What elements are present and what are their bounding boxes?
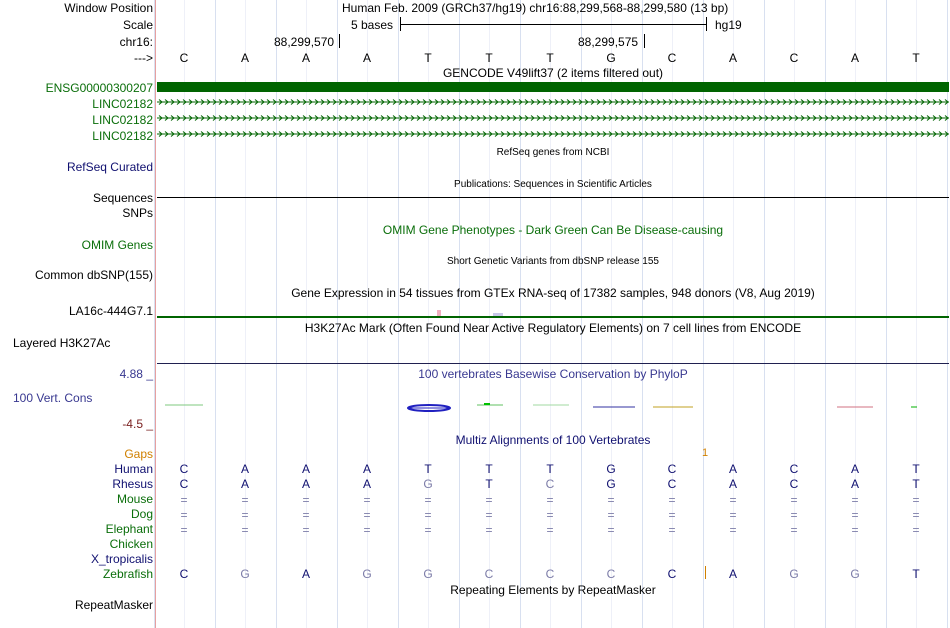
sequence-base: T [424,51,432,65]
window-position-label: Window Position [64,1,153,15]
alignment-base: = [912,493,920,507]
guide-line [642,0,643,628]
alignment-base: = [241,508,249,522]
species-label[interactable]: Human [114,462,153,476]
gtex-bar-mark-2 [493,313,503,316]
sequences-line [157,197,949,198]
gencode-item-ensg[interactable]: ENSG00000300207 [45,81,153,95]
alignment-base: A [362,477,371,491]
alignment-base: = [668,508,676,522]
alignment-base: A [301,567,310,581]
alignment-base: = [668,523,676,537]
alignment-base: G [423,567,433,581]
alignment-base: = [729,523,737,537]
repeatmasker-label[interactable]: RepeatMasker [74,598,153,612]
refseq-curated-label[interactable]: RefSeq Curated [66,160,153,174]
sequence-base: C [789,51,799,65]
alignment-base: C [789,462,799,476]
alignment-base: C [606,567,616,581]
alignment-base: G [789,567,799,581]
alignment-base: G [240,567,250,581]
gencode-item-linc-2[interactable]: LINC02182 [92,113,153,127]
gencode-item-linc-1[interactable]: LINC02182 [92,97,153,111]
guide-line [825,0,826,628]
gaps-label[interactable]: Gaps [124,447,153,461]
alignment-base: = [302,493,310,507]
omim-track-title[interactable]: OMIM Gene Phenotypes - Dark Green Can Be Disease-causing [382,223,724,237]
alignment-base: C [545,477,555,491]
phylop-max-label: 4.88 _ [119,367,153,381]
alignment-base: = [607,508,615,522]
alignment-base: = [424,493,432,507]
sequence-base: A [728,51,737,65]
alignment-base: T [912,567,920,581]
sequence-base: G [606,51,616,65]
alignment-base: = [241,493,249,507]
phylop-min-label: -4.5 _ [122,417,153,431]
alignment-base: A [362,462,371,476]
species-label[interactable]: Dog [130,507,153,521]
guide-line [703,0,704,628]
species-label[interactable]: Elephant [105,522,153,536]
alignment-base: = [607,493,615,507]
alignment-base: = [607,523,615,537]
publications-track-title[interactable]: Publications: Sequences in Scientific Articles [454,179,652,190]
alignment-base: = [729,508,737,522]
alignment-base: C [789,477,799,491]
alignment-base: = [912,508,920,522]
alignment-base: = [485,523,493,537]
alignment-base: T [546,462,554,476]
alignment-base: = [851,508,859,522]
alignment-base: G [362,567,372,581]
species-label[interactable]: Mouse [116,492,153,506]
gencode-track-title[interactable]: GENCODE V49lift37 (2 items filtered out) [442,66,664,80]
guide-line [581,0,582,628]
alignment-base: T [485,477,493,491]
alignment-base: = [180,493,188,507]
species-label[interactable]: Rhesus [112,477,153,491]
alignment-base: = [790,493,798,507]
alignment-base: C [667,477,677,491]
gtex-gene-bar[interactable] [157,316,949,318]
alignment-base: = [180,508,188,522]
alignment-base: C [179,477,189,491]
position-tick-1: 88,299,570 [274,35,335,49]
alignment-base: C [179,567,189,581]
multiz-track-title[interactable]: Multiz Alignments of 100 Vertebrates [455,433,651,447]
alignment-base: = [485,493,493,507]
alignment-base: C [545,567,555,581]
alignment-base: A [240,462,249,476]
phylop-track-title[interactable]: 100 vertebrates Basewise Conservation by PhyloP [418,367,688,381]
gtex-track-title[interactable]: Gene Expression in 54 tissues from GTEx RNA-seq of 17382 samples, 948 donors (V8, Aug 2019) [291,286,815,300]
guide-line [398,0,399,628]
window-position-value: Human Feb. 2009 (GRCh37/hg19) chr16:88,299,568-88,299,580 (13 bp) [342,1,729,15]
alignment-base: = [363,493,371,507]
guide-line [520,0,521,628]
strand-arrow-label: ---> [134,51,153,65]
alignment-base: = [546,508,554,522]
sequence-base: A [362,51,371,65]
chrom-label: chr16: [119,35,153,49]
common-dbsnp-label[interactable]: Common dbSNP(155) [34,268,153,282]
alignment-base: = [180,523,188,537]
layered-h3k27ac-label[interactable]: Layered H3K27Ac [13,336,111,350]
guide-line [764,0,765,628]
left-panel-divider [155,0,156,628]
sequence-base: A [850,51,859,65]
alignment-base: = [302,523,310,537]
zebrafish-insert-mark [705,566,706,579]
alignment-base: = [790,508,798,522]
alignment-base: G [850,567,860,581]
sequence-base: C [667,51,677,65]
alignment-base: = [363,508,371,522]
alignment-base: G [606,462,616,476]
alignment-base: A [240,477,249,491]
alignment-base: A [301,477,310,491]
sequence-base: T [912,51,920,65]
position-tick-2: 88,299,575 [578,35,639,49]
h3k27ac-baseline [157,363,949,364]
species-label[interactable]: Chicken [109,537,153,551]
alignment-base: = [424,508,432,522]
alignment-base: = [912,523,920,537]
species-label[interactable]: Zebrafish [102,567,153,581]
sequence-base: T [546,51,554,65]
alignment-base: = [546,523,554,537]
snps-label[interactable]: SNPs [122,206,153,220]
alignment-base: A [850,462,859,476]
gtex-gene-label[interactable]: LA16c-444G7.1 [68,304,153,318]
position-tick-2-mark [644,34,645,48]
alignment-base: A [850,477,859,491]
alignment-base: C [667,462,677,476]
alignment-base: = [668,493,676,507]
alignment-base: A [728,462,737,476]
dbsnp-track-title[interactable]: Short Genetic Variants from dbSNP release 155 [447,256,659,267]
guide-line [886,0,887,628]
alignment-base: T [912,477,920,491]
alignment-base: = [302,508,310,522]
gap-mark: 1 [702,447,709,459]
sequence-base: A [240,51,249,65]
h3k27ac-track-title[interactable]: H3K27Ac Mark (Often Found Near Active Regulatory Elements) on 7 cell lines from ENCODE [304,321,802,335]
sequence-base: C [179,51,189,65]
scale-bar [400,24,706,25]
alignment-base: = [729,493,737,507]
alignment-base: = [424,523,432,537]
alignment-base: = [363,523,371,537]
alignment-base: G [606,477,616,491]
omim-genes-label[interactable]: OMIM Genes [81,238,153,252]
alignment-base: T [912,462,920,476]
alignment-base: = [241,523,249,537]
alignment-base: T [424,462,432,476]
scale-bar-right-tick [706,17,707,31]
scale-bases: 5 bases [351,18,394,32]
position-tick-1-mark [339,34,340,48]
sequence-base: T [485,51,493,65]
scale-db: hg19 [715,18,742,32]
guide-line [276,0,277,628]
species-label[interactable]: X_tropicalis [90,552,153,566]
sequence-base: A [301,51,310,65]
phylop-signal[interactable] [157,398,949,414]
phylop-vert-cons-label[interactable]: 100 Vert. Cons [13,391,93,405]
alignment-base: A [728,567,737,581]
linc-intron-arrows[interactable] [157,97,949,141]
alignment-base: T [485,462,493,476]
alignment-base: = [851,523,859,537]
sequences-label[interactable]: Sequences [92,191,153,205]
gtex-bar-mark-1 [437,310,441,316]
alignment-base: = [851,493,859,507]
guide-line [215,0,216,628]
alignment-base: G [423,477,433,491]
alignment-base: A [301,462,310,476]
refseq-track-title[interactable]: RefSeq genes from NCBI [496,147,610,158]
repeatmasker-track-title[interactable]: Repeating Elements by RepeatMasker [450,583,656,597]
gencode-item-linc-3[interactable]: LINC02182 [92,129,153,143]
alignment-base: = [485,508,493,522]
alignment-base: C [179,462,189,476]
guide-line [337,0,338,628]
alignment-base: C [484,567,494,581]
alignment-base: = [790,523,798,537]
guide-line [459,0,460,628]
scale-label: Scale [122,18,153,32]
alignment-base: = [546,493,554,507]
gencode-ensg-bar[interactable] [157,82,949,92]
guide-line [947,0,948,628]
alignment-base: C [667,567,677,581]
alignment-base: A [728,477,737,491]
